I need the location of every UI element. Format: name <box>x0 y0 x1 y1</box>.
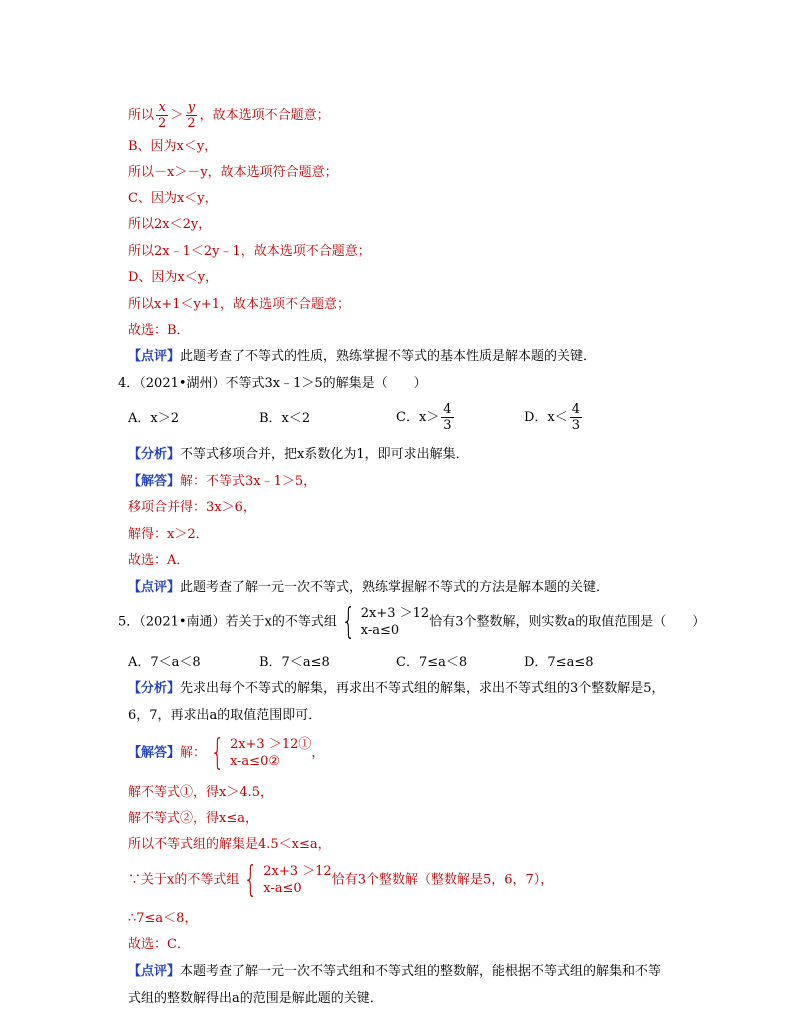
system-row-1: 2x+3 ＞12 <box>263 864 332 879</box>
analysis-text: 先求出每个不等式的解集，再求出不等式组的解集，求出不等式组的3个整数解是5， <box>180 681 665 696</box>
comment-tag: 【点评】 <box>128 349 181 364</box>
system-row-1: 2x+3 ＞12① <box>229 737 312 752</box>
q3-comment <box>128 348 596 366</box>
answer-prefix: ∵关于x的不等式组 <box>128 872 240 888</box>
q4-option-d <box>524 402 584 433</box>
q5-option-d: D．7≤a≤8 <box>524 655 594 670</box>
brace-icon: { <box>243 859 258 900</box>
denominator: 2 <box>187 116 196 131</box>
text: ，故本选项不合题意； <box>199 108 330 123</box>
system-row-2: x-a≤0 <box>263 881 302 896</box>
text: 所以 <box>128 108 155 123</box>
system-row-1: 2x+3 ＞12 <box>360 606 430 621</box>
inequality-system <box>239 859 332 900</box>
comment-text: 此题考查了解一元一次不等式，熟练掌握解不等式的方法是解本题的关键． <box>180 580 610 595</box>
q4-answer-4: 故选：A． <box>128 553 190 568</box>
option-prefix: D．x＜ <box>524 410 568 425</box>
q3-line-3: 所以－x＞－y，故本选项符合题意； <box>128 165 338 180</box>
system-row-2: x-a≤0② <box>229 754 281 769</box>
comment-tag: 【点评】 <box>128 964 181 979</box>
stem-prefix: 5．（2021•南通）若关于x的不等式组 <box>118 614 337 630</box>
inequality-system <box>206 732 312 773</box>
q4-analysis <box>128 446 469 464</box>
operator: ＞ <box>170 108 184 123</box>
numerator: y <box>187 100 196 115</box>
q4-answer-1 <box>128 473 316 491</box>
q5-answer-6: 故选：C． <box>128 937 190 952</box>
answer-tag: 【解答】 <box>128 745 181 761</box>
numerator: 4 <box>443 402 452 417</box>
q5-analysis-2: 6，7，再求出a的取值范围即可． <box>128 708 322 723</box>
system-row-2: x-a≤0 <box>360 623 400 638</box>
q3-line-4: C、因为x＜y， <box>128 191 218 206</box>
q4-answer-3: 解得：x＞2． <box>128 527 209 542</box>
q4-stem: 4．（2021•湖州）不等式3x﹣1＞5的解集是（ ） <box>118 376 427 391</box>
q5-comment-1 <box>128 963 661 981</box>
answer-suffix: ， <box>311 745 325 761</box>
fraction-y-over-2 <box>185 100 197 131</box>
denominator: 2 <box>158 116 167 131</box>
q4-option-a: A．x＞2 <box>128 411 179 426</box>
q5-answer-5: ∴7≤a＜8， <box>128 911 198 926</box>
q5-answer-system <box>128 732 325 773</box>
q4-option-b: B．x＜2 <box>259 411 311 426</box>
answer-prefix: 解： <box>180 745 207 761</box>
analysis-tag: 【分析】 <box>128 447 181 462</box>
numerator: 4 <box>571 402 581 417</box>
q3-line-6: 所以2x﹣1＜2y﹣1，故本选项不合题意； <box>128 244 371 259</box>
answer-suffix: 恰有3个整数解（整数解是5，6，7）， <box>331 872 554 888</box>
q5-analysis-1 <box>128 680 665 698</box>
q5-answer-3: 所以不等式组的解集是4.5＜x≤a， <box>128 837 331 852</box>
inequality-system <box>337 601 430 642</box>
denominator: 3 <box>571 418 581 433</box>
q3-line-5: 所以2x＜2y， <box>128 217 212 232</box>
q3-line-9: 故选：B． <box>128 323 190 338</box>
q4-comment <box>128 579 609 597</box>
comment-tag: 【点评】 <box>128 580 181 595</box>
q5-option-b: B．7＜a≤8 <box>259 655 330 670</box>
q5-comment-2: 式组的整数解得出a的范围是解此题的关键． <box>128 991 383 1006</box>
brace-icon: { <box>210 732 225 773</box>
fraction-x-over-2 <box>156 100 168 131</box>
analysis-text: 不等式移项合并，把x系数化为1，即可求出解集． <box>180 447 469 462</box>
comment-text: 本题考查了解一元一次不等式组和不等式组的整数解，能根据不等式组的解集和不等 <box>180 964 662 979</box>
fraction-4-over-3 <box>441 402 453 433</box>
q3-line-2: B、因为x＜y， <box>128 139 218 154</box>
answer-text: 解：不等式3x﹣1＞5， <box>180 474 317 489</box>
numerator: x <box>158 100 166 115</box>
brace-icon: { <box>341 601 356 642</box>
denominator: 3 <box>443 418 452 433</box>
q3-line-1 <box>128 100 330 131</box>
q3-line-7: D、因为x＜y， <box>128 270 219 285</box>
answer-tag: 【解答】 <box>128 474 181 489</box>
q4-option-c <box>396 402 456 433</box>
fraction-4-over-3 <box>570 402 582 433</box>
stem-suffix: 恰有3个整数解，则实数a的取值范围是（ ） <box>429 614 706 630</box>
q3-line-8: 所以x+1＜y+1，故本选项不合题意； <box>128 297 351 312</box>
q5-stem <box>118 601 706 642</box>
comment-text: 此题考查了不等式的性质，熟练掌握不等式的基本性质是解本题的关键． <box>180 349 597 364</box>
q5-option-c: C．7≤a＜8 <box>396 655 468 670</box>
q5-answer-2: 解不等式②，得x≤a， <box>128 811 258 826</box>
q5-answer-1: 解不等式①，得x＞4.5， <box>128 785 274 800</box>
analysis-tag: 【分析】 <box>128 681 181 696</box>
option-prefix: C．x＞ <box>396 410 440 425</box>
q5-answer-4 <box>128 859 554 900</box>
q4-answer-2: 移项合并得：3x＞6， <box>128 500 256 515</box>
q5-option-a: A．7＜a＜8 <box>128 655 201 670</box>
